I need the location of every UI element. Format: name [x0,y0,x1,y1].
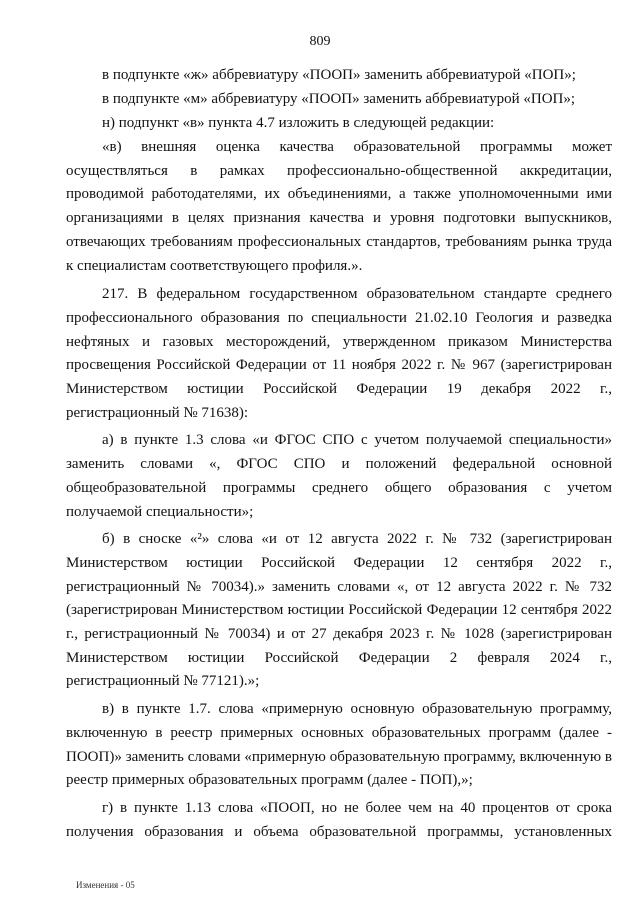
paragraph-item-m: в подпункте «м» аббревиатуру «ПООП» заменить аббревиатурой «ПОП»; [102,91,576,107]
paragraph-quoted-redaction: «в) внешняя оценка качества образовательной программы может осуществляться в рамках профессионально-общественной аккредитации, проводимой работодателями, их объединениями, а также уполномоченными ими организациями в целях признания качества и уровня подготовки выпускников, отвечающих требованиям профессиональных стандартов, требованиям рынка труда к специалистам соответствующего профиля.». [66,139,612,274]
page-number: 809 [309,34,331,49]
paragraph-item-zh: в подпункте «ж» аббревиатуру «ПООП» заменить аббревиатурой «ПОП»; [102,67,576,83]
paragraph-item-v: в) в пункте 1.7. слова «примерную основную образовательную программу, включенную в реестр примерных основных образовательных программ (далее - ПООП)» заменить словами «примерную образовательную программу, включенную в реестр примерных образовательных программ (далее - ПОП),»; [66,701,612,789]
paragraph-item-n: н) подпункт «в» пункта 4.7 изложить в следующей редакции: [102,115,495,131]
paragraph-item-b: б) в сноске «²» слова «и от 12 августа 2022 г. № 732 (зарегистрирован Министерством юстиции Российской Федерации 12 сентября 2022 г., регистрационный № 70034).» заменить словами «, от 12 августа 2022 г. № 732 (зарегистрирован Министерством юстиции Российской Федерации 12 сентября 2022 г., регистрационный № 70034) и от 27 декабря 2023 г. № 1028 (зарегистрирован Министерством юстиции Российской Федерации 2 февраля 2024 г., регистрационный № 77121).»; [66,531,612,690]
paragraph-item-g: г) в пункте 1.13 слова «ПООП, но не более чем на 40 процентов от срока получения образования и объема образовательной программы, установленных [66,799,612,840]
paragraph-217: 217. В федеральном государственном образовательном стандарте среднего профессионального образования по специальности 21.02.10 Геология и разведка нефтяных и газовых месторождений, утвержденном приказом Министерства просвещения Российской Федерации от 11 ноября 2022 г. № 967 (зарегистрирован Министерством юстиции Российской Федерации 19 декабря 2022 г., регистрационный № 71638): [66,286,612,421]
footer-label: Изменения - 05 [76,880,135,890]
paragraph-item-a: а) в пункте 1.3 слова «и ФГОС СПО с учетом получаемой специальности» заменить словами «, ФГОС СПО и положений федеральной основной общеобразовательной программы среднего общего образования с учетом получаемой специальности»; [66,432,612,520]
document-body [66,64,612,844]
